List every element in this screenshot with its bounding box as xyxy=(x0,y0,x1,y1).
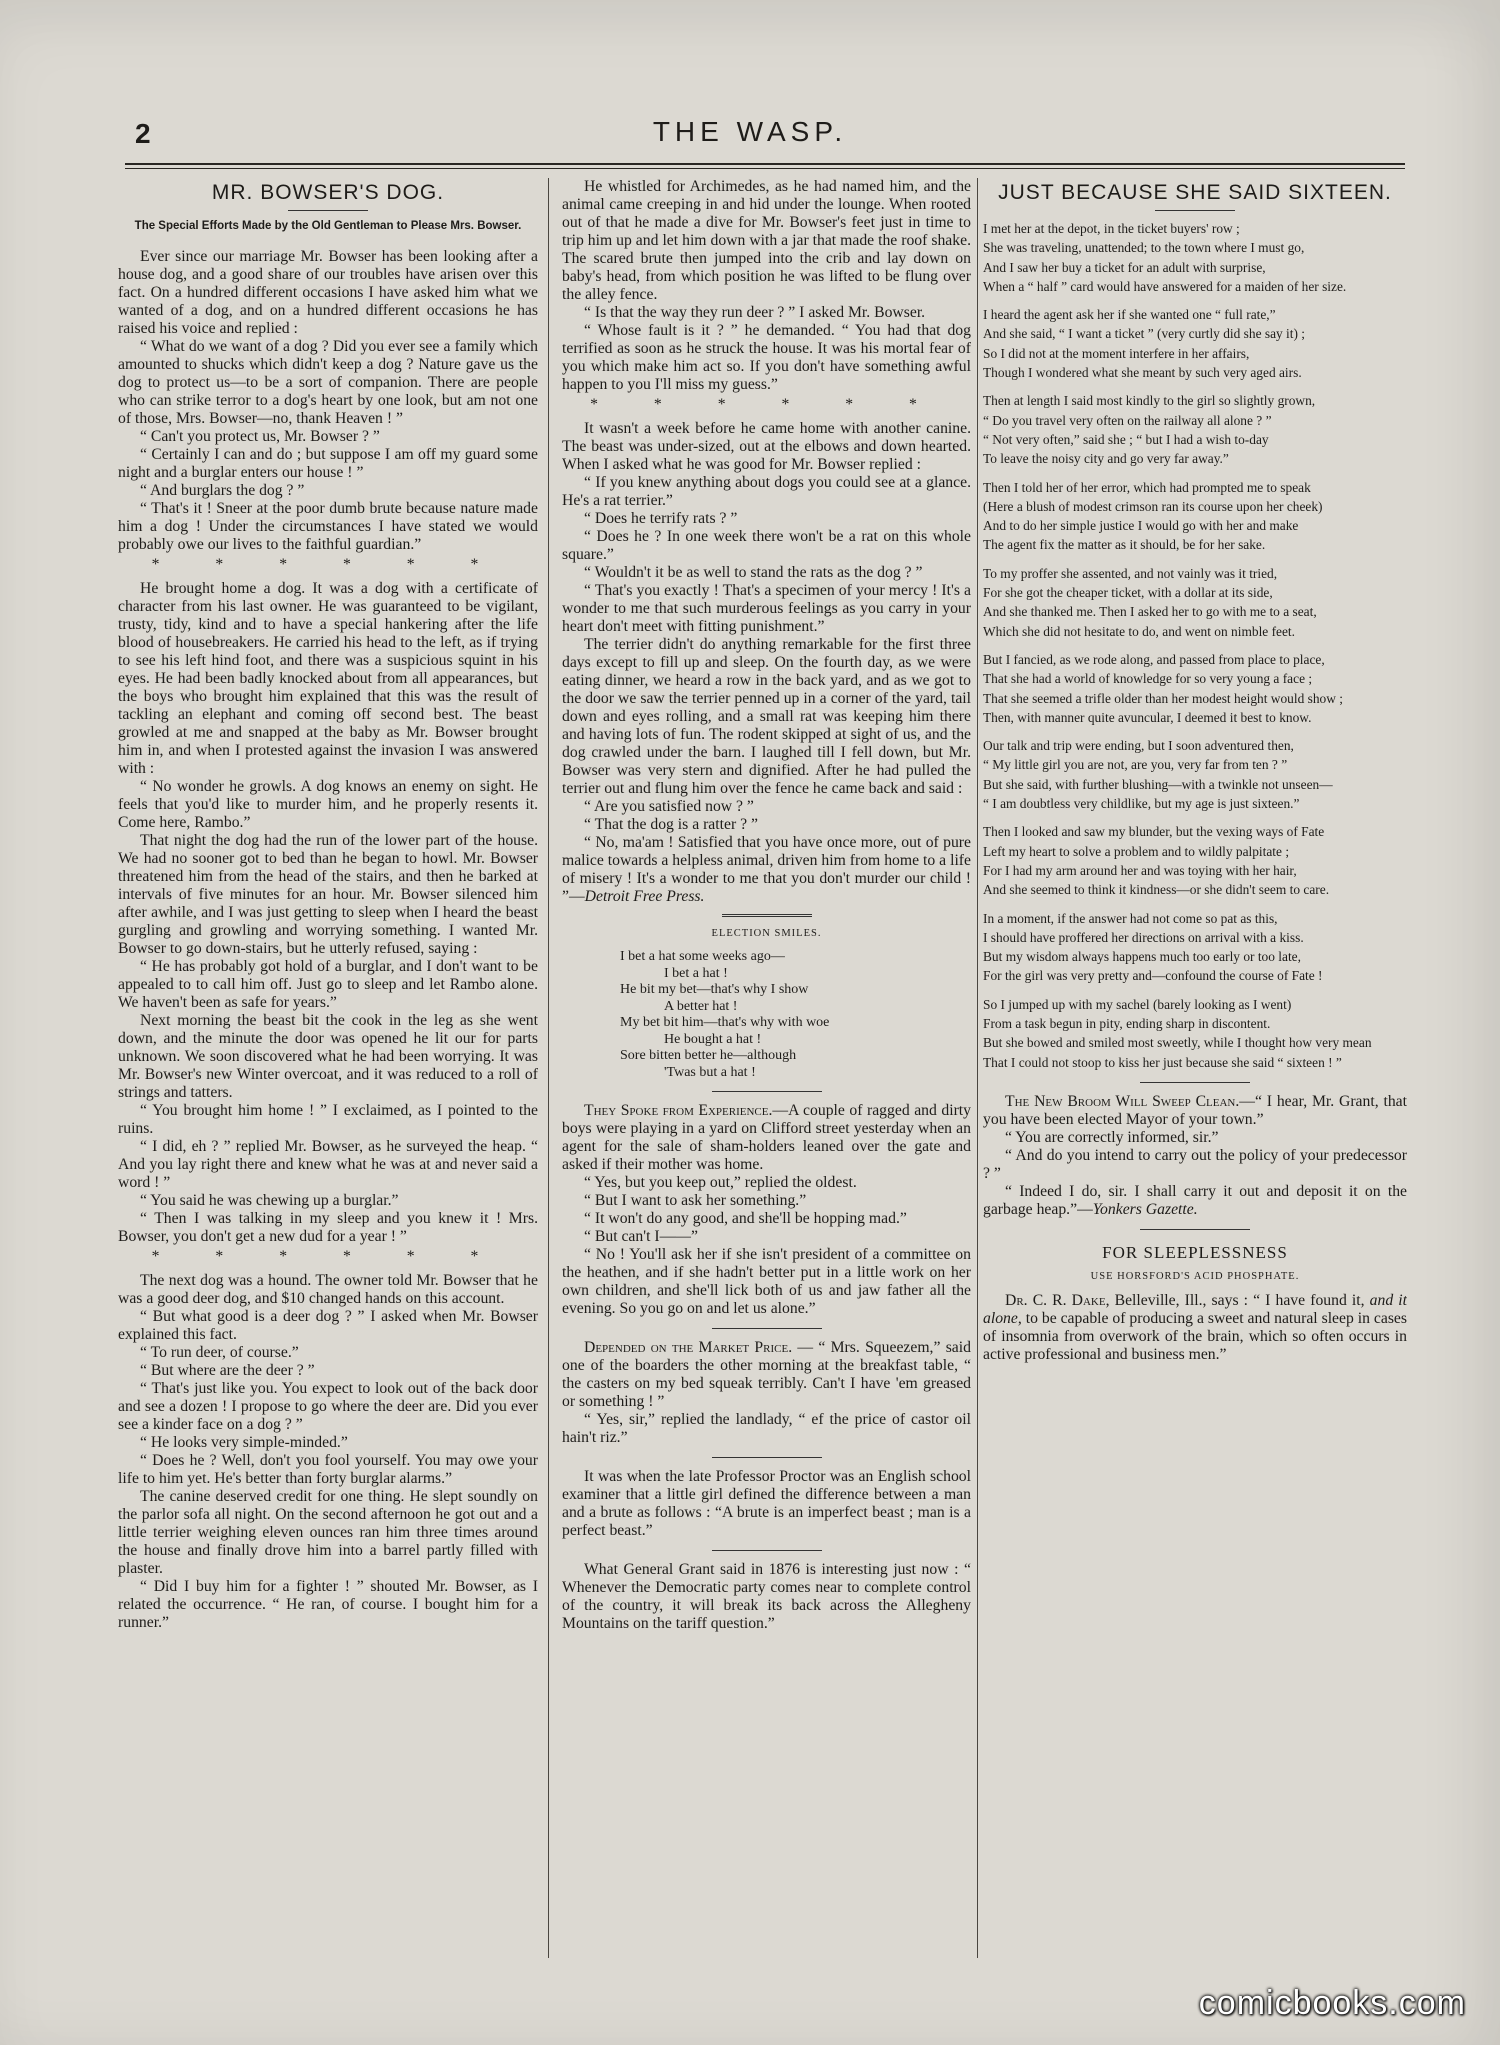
item-lead: The New Broom Will Sweep Clean. xyxy=(1005,1092,1240,1110)
page-number: 2 xyxy=(135,118,151,149)
paragraph: “ Does he ? Well, don't you fool yourself. You may owe your life to him yet. He's better than forty burglar alarms.” xyxy=(118,1452,538,1487)
section-break: * * * * * * xyxy=(151,1248,505,1265)
verse-line: I heard the agent ask her if she wanted one “ full rate,” xyxy=(983,307,1276,323)
item-lead: They Spoke from Experience. xyxy=(584,1102,773,1119)
verse-stanza xyxy=(983,995,1407,1072)
verse-line: But she bowed and smiled most sweetly, while I thought how very mean xyxy=(983,1035,1372,1051)
verse-line: When a “ half ” card would have answered for a maiden of her size. xyxy=(983,278,1347,294)
verse-line: “ I am doubtless very childlike, but my age is just sixteen.” xyxy=(983,796,1300,812)
paragraph xyxy=(562,834,971,906)
ad-title: FOR SLEEPLESSNESS xyxy=(1102,1242,1288,1262)
ad-text: , Belleville, Ill., says : “ I have found it, xyxy=(1105,1291,1370,1309)
paragraph: “ You said he was chewing up a burglar.” xyxy=(140,1192,399,1209)
verse-line: So I jumped up with my sachel (barely looking as I went) xyxy=(983,996,1292,1012)
divider xyxy=(722,914,812,917)
verse-line: Left my heart to solve a problem and to wildly palpitate ; xyxy=(983,843,1290,859)
paragraph: “ But I want to ask her something.” xyxy=(584,1192,807,1209)
verse-stanza xyxy=(983,822,1407,899)
article-title: JUST BECAUSE SHE SAID SIXTEEN. xyxy=(998,181,1392,204)
verse-line: Which she did not hesitate to do, and went on nimble feet. xyxy=(983,623,1295,639)
verse-line: From a task begun in pity, ending sharp in discontent. xyxy=(983,1015,1271,1031)
paragraph: What General Grant said in 1876 is interesting just now : “ Whenever the Democratic party comes near to complete control of the country, it will break its back across the Allegheny Mountains on the tariff question.” xyxy=(562,1561,971,1632)
paragraph-text: —“ I hear, Mr. Grant, that you have been elected Mayor of your town.” xyxy=(983,1092,1407,1128)
header-rule-thin xyxy=(125,168,1405,169)
verse-line: So I did not at the moment interfere in her affairs, xyxy=(983,345,1250,361)
verse-line: For the girl was very pretty and—confound the course of Fate ! xyxy=(983,968,1323,984)
paragraph: “ Certainly I can and do ; but suppose I am off my guard some night and a burglar enters our house ! ” xyxy=(118,446,538,481)
poem-line: Sore bitten better he—although xyxy=(620,1048,797,1063)
paragraph: That night the dog had the run of the lower part of the house. We had no sooner got to bed than he began to howl. Mr. Bowser threatened him from the head of the stairs, and then he barked at intervals of five minutes for an hour. Mr. Bowser silenced him after awhile, and I was just getting to sleep when I heard the beast gurgling and growling and worrying something. I wanted Mr. Bowser to go down-stairs, but he utterly refused, saying : xyxy=(118,832,538,957)
verse-line: Though I wondered what she meant by such very aged airs. xyxy=(983,365,1302,381)
source-credit: Detroit Free Press. xyxy=(584,888,705,905)
paragraph: The canine deserved credit for one thing. He slept soundly on the parlor sofa all night. On the second afternoon he got out and a little terrier weighing eleven ounces ran him three times around the house and finally drove him into a barrel partly filled with plaster. xyxy=(118,1488,538,1577)
paragraph: “ But what good is a deer dog ? ” I asked when Mr. Bowser explained this fact. xyxy=(118,1308,538,1343)
verse-line: And she said, “ I want a ticket ” (very curtly did she say it) ; xyxy=(983,326,1306,342)
paragraph: “ Did I buy him for a fighter ! ” shouted Mr. Bowser, as I related the occurrence. “ He ran, of course. I bought him for a runner.” xyxy=(118,1578,538,1631)
verse xyxy=(983,219,1407,1072)
paragraph: “ Is that the way they run deer ? ” I asked Mr. Bowser. xyxy=(584,304,926,321)
article-title: MR. BOWSER'S DOG. xyxy=(211,181,445,204)
paragraph: “ Does he ? In one week there won't be a rat on this whole square.” xyxy=(562,528,971,563)
verse-line: Then, with manner quite avuncular, I deemed it best to know. xyxy=(983,709,1312,725)
verse-line: But my wisdom always happens much too early or too late, xyxy=(983,949,1301,965)
verse-line: For she got the cheaper ticket, with a dollar at its side, xyxy=(983,585,1273,601)
verse-stanza xyxy=(983,305,1407,382)
divider xyxy=(712,1550,822,1551)
verse-line: Then I told her of her error, which had prompted me to speak xyxy=(983,479,1311,495)
divider xyxy=(1140,1229,1250,1230)
ad-emphasis: and it alone xyxy=(983,1291,1407,1327)
paragraph: “ Yes, sir,” replied the landlady, “ ef the price of castor oil hain't riz.” xyxy=(562,1411,971,1446)
paragraph: “ But can't I——” xyxy=(584,1228,698,1245)
verse-line: “ Not very often,” said she ; “ but I had a wish to-day xyxy=(983,431,1269,447)
paragraph: “ I did, eh ? ” replied Mr. Bowser, as he surveyed the heap. “ And you lay right there and knew what he was at and never said a word ! ” xyxy=(118,1138,538,1191)
verse-line: For I had my arm around her and was toying with her hair, xyxy=(983,862,1297,878)
paragraph: “ Whose fault is it ? ” he demanded. “ You had that dog terrified as soon as he struck the house. It was his mortal fear of you which make him act so. If you don't have something awful happen to you I'll miss my guess.” xyxy=(562,322,971,393)
paragraph: He whistled for Archimedes, as he had named him, and the animal came creeping in and hid under the lounge. When rooted out of that he made a dive for Mr. Bowser's feet just in time to trip him up and let him down with a jar that made the roof shake. The scared brute then jumped into the crib and lay down on baby's head, from which position he was lifted to be flung over the alley fence. xyxy=(562,178,971,303)
verse-stanza xyxy=(983,478,1407,555)
verse-line: I should have proffered her directions on arrival with a kiss. xyxy=(983,929,1304,945)
column-divider xyxy=(977,178,978,1958)
verse-stanza xyxy=(983,736,1407,813)
masthead-title: THE WASP. xyxy=(652,116,848,147)
paragraph: “ What do we want of a dog ? Did you ever see a family which amounted to shucks which didn't keep a dog ? Nature gave us the dog to protect us—to be a sort of companion. There are people who can strike terror to a dog's heart by one look, but am not one of those, Mrs. Bowser—no, thank Heaven ! ” xyxy=(118,338,538,427)
paragraph: “ Does he terrify rats ? ” xyxy=(584,510,738,527)
paragraph: Ever since our marriage Mr. Bowser has been looking after a house dog, and a good share of our troubles have arisen over this fact. On a hundred different occasions I have asked him what we wanted of a dog, and on a hundred different occasions he has raised his voice and replied : xyxy=(118,248,538,337)
divider xyxy=(1155,210,1235,211)
column-1 xyxy=(118,178,538,1968)
poem-title: ELECTION SMILES. xyxy=(711,928,822,939)
verse-stanza xyxy=(983,564,1407,641)
paragraph xyxy=(562,1339,971,1411)
ad-subtitle: USE HORSFORD'S ACID PHOSPHATE. xyxy=(1090,1270,1300,1282)
section-break: * * * * * * xyxy=(151,556,505,573)
verse-line: Then at length I said most kindly to the girl so slightly grown, xyxy=(983,393,1316,409)
paragraph: “ It won't do any good, and she'll be hopping mad.” xyxy=(584,1210,907,1227)
paragraph: “ He has probably got hold of a burglar, and I don't want to be appealed to to call him off. Just go to sleep and let Rambo alone. We haven't been as safe for years.” xyxy=(118,958,538,1011)
column-2 xyxy=(562,178,971,1968)
divider xyxy=(712,1328,822,1329)
paragraph: “ Yes, but you keep out,” replied the oldest. xyxy=(584,1174,857,1191)
article-subtitle: The Special Efforts Made by the Old Gentleman to Please Mrs. Bowser. xyxy=(134,220,522,232)
verse-line: I met her at the depot, in the ticket buyers' row ; xyxy=(983,221,1240,236)
verse-line: To my proffer she assented, and not vainly was it tried, xyxy=(983,565,1278,581)
paragraph: “ Are you satisfied now ? ” xyxy=(584,798,754,815)
paragraph: “ And burglars the dog ? ” xyxy=(140,482,305,499)
divider xyxy=(1140,1082,1250,1083)
paragraph: “ But where are the deer ? ” xyxy=(140,1362,315,1379)
watermark: comicbooks.com xyxy=(1198,1984,1466,2022)
column-divider xyxy=(548,178,549,1958)
paragraph: The next dog was a hound. The owner told Mr. Bowser that he was a good deer dog, and $10 changed hands on this account. xyxy=(118,1272,538,1307)
verse-line: But she said, with further blushing—with a twinkle not unseen— xyxy=(983,776,1333,792)
paragraph: “ That the dog is a ratter ? ” xyxy=(584,816,758,833)
verse-stanza xyxy=(983,391,1407,468)
verse-line: The agent fix the matter as it should, be for her sake. xyxy=(983,537,1266,553)
ad-text: , to be capable of producing a sweet and natural sleep in cases of insomnia from overwork of the brain, which so often occurs in active professional and business men.” xyxy=(983,1309,1407,1363)
divider xyxy=(288,210,368,211)
paragraph: It wasn't a week before he came home with another canine. The beast was under-sized, out at the elbows and down hearted. When I asked what he was good for Mr. Bowser replied : xyxy=(562,420,971,473)
verse-line: And I saw her buy a ticket for an adult with surprise, xyxy=(983,259,1266,275)
poem-line: I bet a hat some weeks ago— xyxy=(620,949,785,964)
paragraph-text: “ Indeed I do, sir. I shall carry it out and deposit it on the garbage heap.”— xyxy=(983,1182,1407,1218)
paragraph: “ To run deer, of course.” xyxy=(140,1344,299,1361)
poem-line: 'Twas but a hat ! xyxy=(664,1064,756,1080)
verse-line: That she seemed a trifle older than her modest height would show ; xyxy=(983,690,1343,706)
verse-stanza xyxy=(983,909,1407,986)
paragraph: He brought home a dog. It was a dog with a certificate of character from his last owner. He was guaranteed to be vigilant, trusty, tidy, kind and to have a special hankering after the life blood of housebreakers. He carried his head to the left, as if trying to see his left hind foot, and there was a suspicious squint in his eyes. He had been badly knocked about from all appearances, but the boys who brought him explained that this was the result of tackling an elephant and coming off second best. The beast growled at me and snapped at the baby as Mr. Bowser brought him in, and when I protested against the invasion I was answered with : xyxy=(118,580,538,777)
paragraph: Next morning the beast bit the cook in the leg as she went down, and the minute the door was opened he lit our for parts unknown. We soon discovered what he had been worrying. It was Mr. Bowser's new Winter overcoat, and it was reduced to a roll of strings and tatters. xyxy=(118,1012,538,1101)
paragraph xyxy=(983,1093,1407,1129)
paragraph: “ You brought him home ! ” I exclaimed, as I pointed to the ruins. xyxy=(118,1102,538,1137)
paragraph: “ And do you intend to carry out the policy of your predecessor ? ” xyxy=(983,1146,1407,1182)
paragraph: “ Can't you protect us, Mr. Bowser ? ” xyxy=(140,428,380,445)
paragraph: “ That's just like you. You expect to look out of the back door and see a dozen ! I propose to go where the deer are. Did you ever see a kinder face on a dog ? ” xyxy=(118,1380,538,1433)
section-break: * * * * * * xyxy=(590,396,943,413)
verse-line: But I fancied, as we rode along, and passed from place to place, xyxy=(983,651,1325,667)
paragraph: The terrier didn't do anything remarkable for the first three days except to fill up and sleep. On the fourth day, as we were eating dinner, we heard a row in the back yard, and as we got to the door we saw the terrier penned up in a corner of the yard, tail down and eyes rolling, and a small rat was keeping him there and having lots of fun. The rodent skipped at sight of us, and the dog crawled under the barn. I laughed till I fell down, but Mr. Bowser was very stern and dignified. After he had pulled the terrier out and flung him over the fence he came back and said : xyxy=(562,636,971,797)
verse-line: Then I looked and saw my blunder, but the vexing ways of Fate xyxy=(983,824,1325,840)
paragraph: “ Then I was talking in my sleep and you knew it ! Mrs. Bowser, you don't get a new dud for a year ! ” xyxy=(118,1210,538,1245)
source-credit: Yonkers Gazette. xyxy=(1092,1200,1198,1218)
verse-line: She was traveling, unattended; to the town where I must go, xyxy=(983,240,1305,256)
paragraph: “ That's it ! Sneer at the poor dumb brute because nature made him a dog ! Under the circumstances I have stated we would probably owe our lives to the faithful guardian.” xyxy=(118,500,538,553)
poem-line: He bought a hat ! xyxy=(664,1031,762,1047)
divider xyxy=(712,1091,822,1092)
paragraph: “ If you knew anything about dogs you could see at a glance. He's a rat terrier.” xyxy=(562,474,971,509)
poem-line: He bit my bet—that's why I show xyxy=(620,982,809,997)
paragraph-text: “ No, ma'am ! Satisfied that you have once more, out of pure malice towards a helpless animal, driven him from home to a life of misery ! It's a wonder to me that you don't murder our child ! ”— xyxy=(562,834,971,905)
paragraph: “ You are correctly informed, sir.” xyxy=(1005,1128,1219,1146)
paragraph: “ That's you exactly ! That's a specimen of your mercy ! It's a wonder to me that such murderous feelings as you carry in your heart don't meet with fitting punishment.” xyxy=(562,582,971,635)
header-rule xyxy=(125,163,1405,165)
paragraph: “ No wonder he growls. A dog knows an enemy on sight. He feels that you'd like to murder him, and he properly resents it. Come here, Rambo.” xyxy=(118,778,538,831)
verse-line: And she thanked me. Then I asked her to go with me to a seat, xyxy=(983,604,1317,620)
verse-stanza xyxy=(983,219,1407,296)
column-3 xyxy=(983,178,1407,1968)
verse-line: Our talk and trip were ending, but I soon adventured then, xyxy=(983,738,1294,754)
verse-line: In a moment, if the answer had not come so pat as this, xyxy=(983,910,1278,926)
verse-line: And she seemed to think it kindness—or she didn't seem to care. xyxy=(983,882,1330,898)
ad-body xyxy=(983,1292,1407,1364)
paragraph: “ He looks very simple-minded.” xyxy=(140,1434,348,1451)
verse-stanza xyxy=(983,650,1407,727)
paragraph xyxy=(562,1102,971,1174)
paragraph: “ Wouldn't it be as well to stand the rats as the dog ? ” xyxy=(584,564,923,581)
verse-line: That she had a world of knowledge for so very young a face ; xyxy=(983,671,1313,687)
poem-line: My bet bit him—that's why with woe xyxy=(620,1015,830,1030)
verse-line: To leave the noisy city and go very far away.” xyxy=(983,451,1229,467)
poem xyxy=(620,949,971,1081)
item-lead: Depended on the Market Price. xyxy=(584,1339,793,1356)
paragraph xyxy=(983,1183,1407,1219)
verse-line: (Here a blush of modest crimson ran its course upon her cheek) xyxy=(983,498,1323,514)
poem-line: I bet a hat ! xyxy=(664,965,728,981)
verse-line: “ My little girl you are not, are you, very far from ten ? ” xyxy=(983,757,1288,773)
poem-line: A better hat ! xyxy=(664,998,738,1014)
verse-line: And to do her simple justice I would go with her and make xyxy=(983,518,1299,534)
paragraph-text: — “ Mrs. Squeezem,” said one of the boarders the other morning at the breakfast table, “ the casters on my bed squeak terribly. Can't I have 'em greased or something ! ” xyxy=(562,1339,971,1410)
paragraph-text: —A couple of ragged and dirty boys were playing in a yard on Clifford street yesterday when an agent for the sale of sham-holders leaned over the gate and asked if their mother was home. xyxy=(562,1102,971,1173)
verse-line: That I could not stoop to kiss her just because she said “ sixteen ! ” xyxy=(983,1054,1342,1070)
divider xyxy=(712,1457,822,1458)
verse-line: “ Do you travel very often on the railway all alone ? ” xyxy=(983,412,1272,428)
paragraph: It was when the late Professor Proctor was an English school examiner that a little girl defined the difference between a man and a brute as follows : “A brute is an imperfect beast ; man is a perfect beast.” xyxy=(562,1468,971,1539)
paragraph: “ No ! You'll ask her if she isn't president of a committee on the heathen, and if she hadn't better put in a little work on her own children, and she'll lick both of us and jaw father all the evening. So you go on and let us alone.” xyxy=(562,1246,971,1317)
ad-name: Dr. C. R. Dake xyxy=(1005,1291,1106,1309)
